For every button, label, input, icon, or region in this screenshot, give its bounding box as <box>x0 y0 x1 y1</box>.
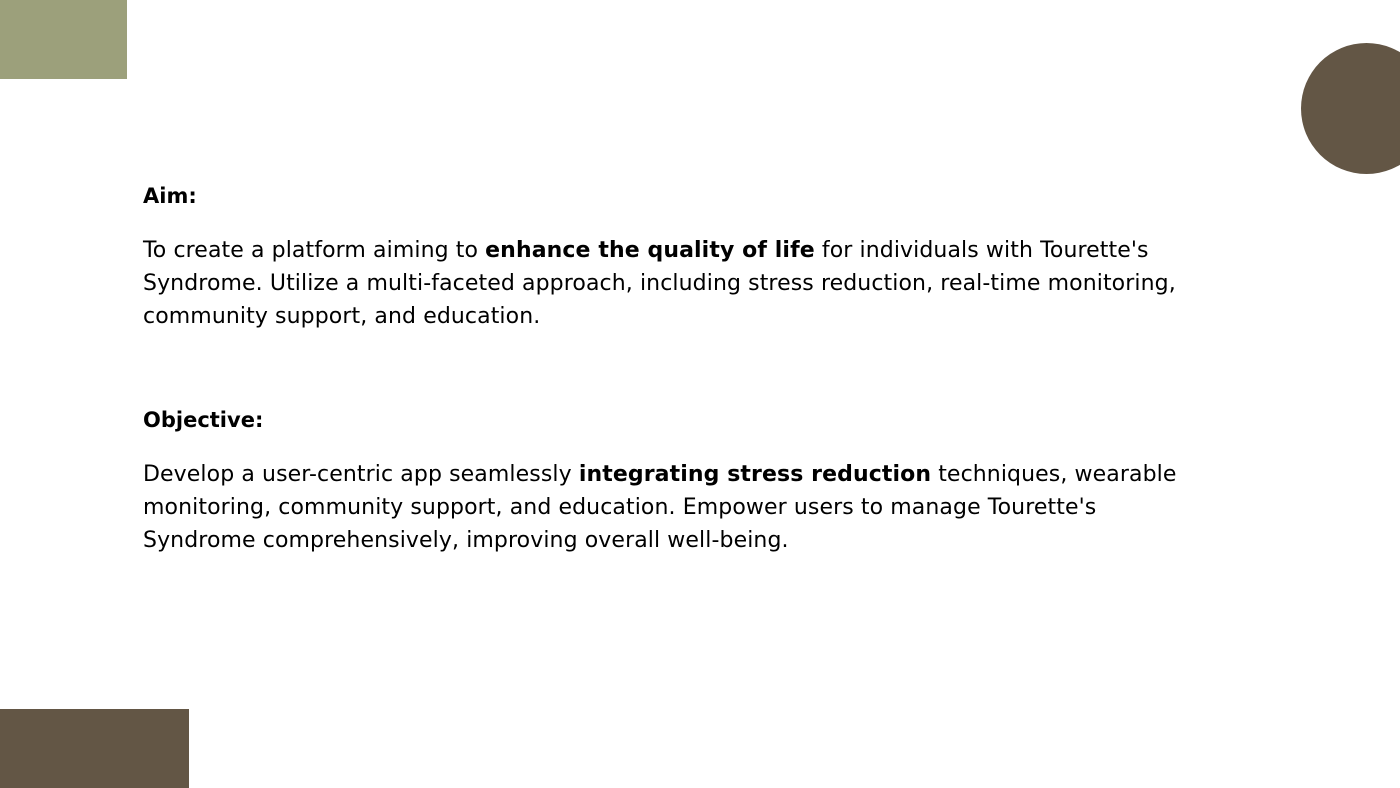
decorative-brown-rectangle <box>0 709 189 788</box>
aim-heading: Aim: <box>143 184 197 208</box>
objective-paragraph <box>143 458 1183 557</box>
aim-text-before: To create a platform aiming to <box>143 238 486 263</box>
objective-section <box>143 404 1183 557</box>
decorative-brown-circle <box>1301 43 1400 174</box>
aim-section <box>143 180 1183 333</box>
aim-text-after: for individuals with Tourette's Syndrome. Utilize a multi-faceted approach, including stress reduction, real-time monitoring, community support, and education. <box>143 238 1176 329</box>
objective-heading: Objective: <box>143 408 264 432</box>
slide-content <box>143 180 1183 557</box>
aim-emphasis: enhance the quality of life <box>485 238 815 263</box>
aim-paragraph <box>143 234 1183 333</box>
decorative-olive-rectangle <box>0 0 127 79</box>
objective-text-after: techniques, wearable monitoring, community support, and education. Empower users to manage Tourette's Syndrome comprehensively, improving overall well-being. <box>143 462 1177 553</box>
objective-text-before: Develop a user-centric app seamlessly <box>143 462 579 487</box>
objective-emphasis: integrating stress reduction <box>578 462 932 487</box>
